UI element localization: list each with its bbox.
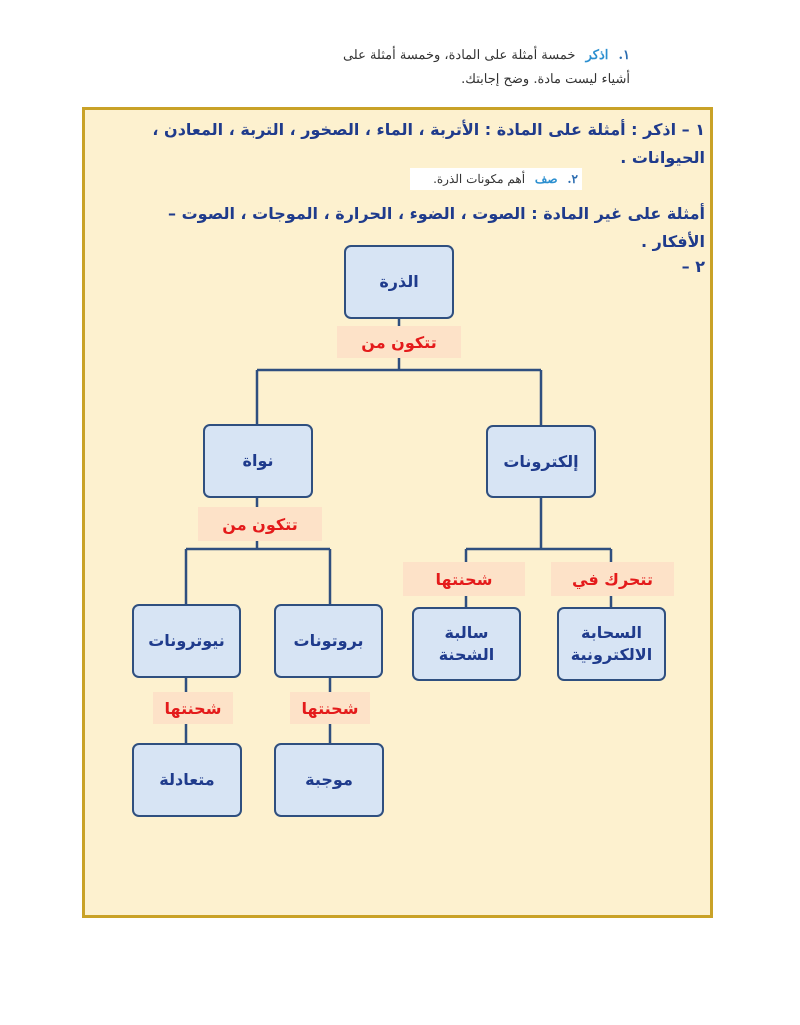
positive-charge-node: موجبة [274, 743, 384, 817]
neutrons-charge-label: شحنتها [153, 692, 233, 724]
question-1-number: ١. [618, 48, 630, 63]
question-1-text-2: أشياء ليست مادة. وضح إجابتك. [461, 72, 630, 87]
negative-charge-node: سالبة الشحنة [412, 607, 521, 681]
question-1-text-1: خمسة أمثلة على المادة، وخمسة أمثلة على [342, 48, 576, 63]
electrons-move-label: تتحرك في [551, 562, 674, 596]
answer-line-3: أمثلة على غير المادة : الصوت ، الضوء ، الحرارة ، الموجات ، الصوت – [168, 204, 705, 223]
atom-relation-label: تتكون من [337, 326, 461, 358]
electrons-charge-label: شحنتها [403, 562, 525, 596]
nucleus-node: نواة [203, 424, 313, 498]
electron-cloud-node: السحابة الالكترونية [557, 607, 666, 681]
atom-node: الذرة [344, 245, 454, 319]
question-1-verb: اذكر [585, 48, 609, 63]
answer-line-4: الأفكار . [640, 232, 705, 251]
question-2-number: ٢. [567, 172, 578, 186]
answer-line-5: ٢ – [681, 257, 705, 276]
neutrons-node: نيوترونات [132, 604, 241, 678]
question-2-verb: صف [534, 172, 558, 186]
nucleus-relation-label: تتكون من [198, 507, 322, 541]
protons-charge-label: شحنتها [290, 692, 370, 724]
electrons-node: إلكترونات [486, 425, 596, 498]
neutral-charge-node: متعادلة [132, 743, 242, 817]
answer-line-2: الحيوانات . [620, 148, 705, 167]
question-2-text: أهم مكونات الذرة. [433, 172, 526, 186]
answer-line-1: ١ – اذكر : أمثلة على المادة : الأتربة ، الماء ، الصخور ، التربة ، المعادن ، [152, 120, 705, 139]
protons-node: بروتونات [274, 604, 383, 678]
